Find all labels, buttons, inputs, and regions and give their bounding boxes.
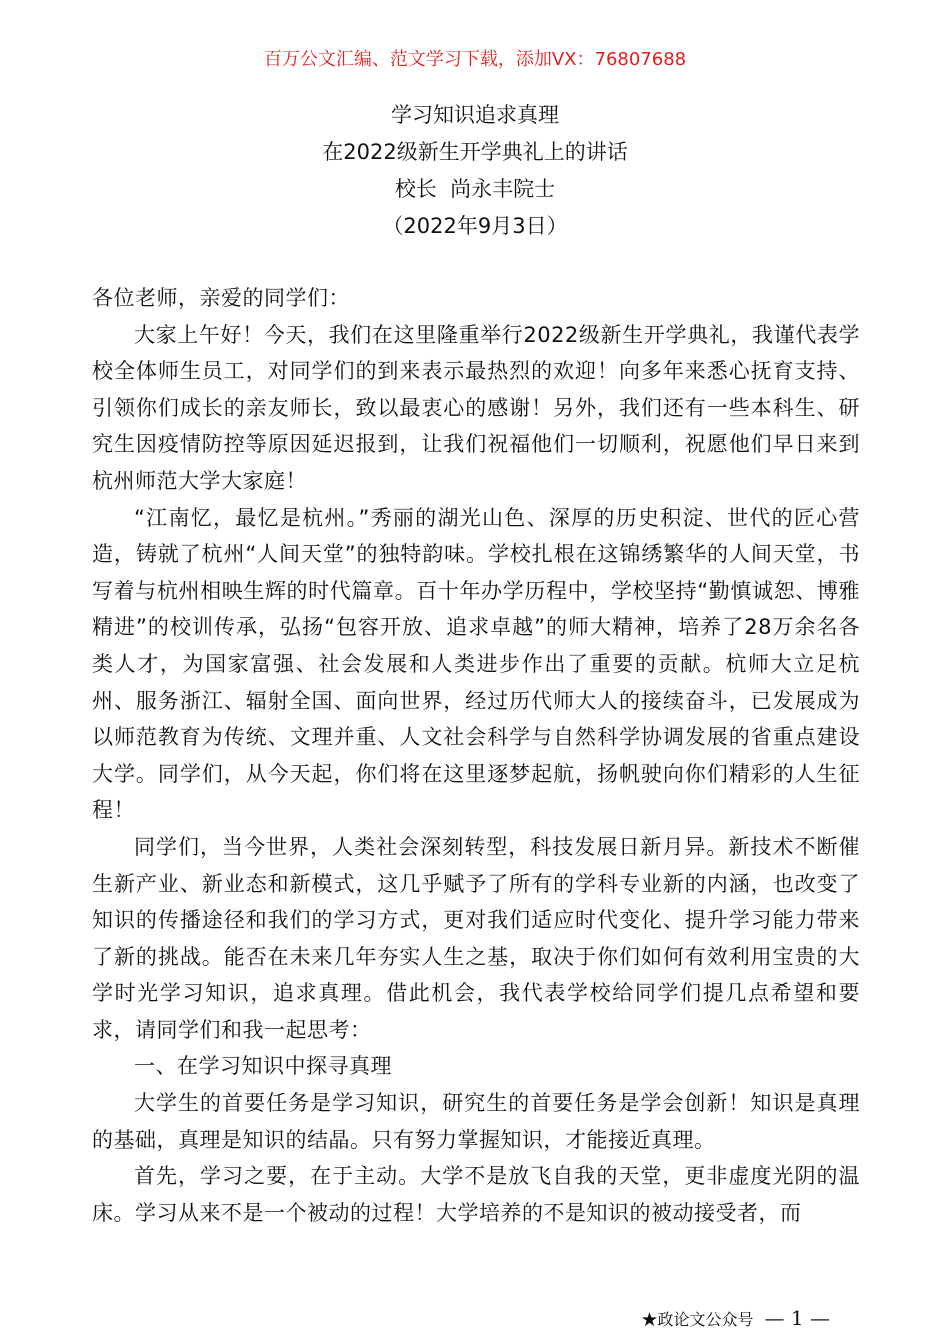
paragraph-hangzhou: “江南忆，最忆是杭州。”秀丽的湖光山色、深厚的历史积淀、世代的匠心营造，铸就了杭州“人间天堂”的独特韵味。学校扎根在这锦绣繁华的人间天堂，书写着与杭州相映生辉的时代篇章。百十年办学历程中，学校坚持“勤慎诚恕、博雅精进”的校训传承，弘扬“包容开放、追求卓越”的师大精神，培养了28万余名各类人才，为国家富强、社会发展和人类进步作出了重要的贡献。杭师大立足杭州、服务浙江、辐射全国、面向世界，经过历代师大人的接续奋斗，已发展成为以师范教育为传统、文理并重、人文社会科学与自然科学协调发展的省重点建设大学。同学们，从今天起，你们将在这里逐梦起航，扬帆驶向你们精彩的人生征程！ bbox=[92, 505, 860, 823]
speech-body bbox=[92, 280, 860, 1231]
speaker-line: 校长 尚永丰院士 bbox=[394, 177, 556, 201]
speech-subtitle: 在2022级新生开学典礼上的讲话 bbox=[322, 140, 628, 164]
paragraph-initiative: 首先，学习之要，在于主动。大学不是放飞自我的天堂，更非虚度光阴的温床。学习从来不是一个被动的过程！大学培养的不是知识的被动接受者，而 bbox=[92, 1164, 860, 1225]
footer-source: ★政论文公众号 bbox=[641, 1310, 754, 1329]
paragraph-welcome: 大家上午好！今天，我们在这里隆重举行2022级新生开学典礼，我谨代表学校全体师生员工，对同学们的到来表示最热烈的欢迎！向多年来悉心抚育支持、引领你们成长的亲友师长，致以最衷心的感谢！另外，我们还有一些本科生、研究生因疫情防控等原因延迟报到，让我们祝福他们一切顺利，祝愿他们早日来到杭州师范大学大家庭！ bbox=[92, 322, 860, 493]
promo-banner: 百万公文汇编、范文学习下载，添加VX：76807688 bbox=[263, 49, 687, 70]
paragraph-knowledge: 大学生的首要任务是学习知识，研究生的首要任务是学会创新！知识是真理的基础，真理是知识的结晶。只有努力掌握知识，才能接近真理。 bbox=[92, 1091, 860, 1152]
speech-title: 学习知识追求真理 bbox=[391, 103, 559, 127]
section-heading-1: 一、在学习知识中探寻真理 bbox=[134, 1054, 392, 1079]
speech-date: （2022年9月3日） bbox=[382, 214, 568, 238]
page-footer bbox=[641, 1306, 830, 1332]
page-number: — 1 — bbox=[764, 1306, 830, 1330]
salutation: 各位老师，亲爱的同学们： bbox=[92, 286, 350, 310]
title-block bbox=[0, 97, 950, 245]
paragraph-world: 同学们，当今世界，人类社会深刻转型，科技发展日新月异。新技术不断催生新产业、新业态和新模式，这几乎赋予了所有的学科专业新的内涵，也改变了知识的传播途径和我们的学习方式，更对我们适应时代变化、提升学习能力带来了新的挑战。能否在未来几年夯实人生之基，取决于你们如何有效利用宝贵的大学时光学习知识，追求真理。借此机会，我代表学校给同学们提几点希望和要求，请同学们和我一起思考： bbox=[92, 834, 860, 1042]
